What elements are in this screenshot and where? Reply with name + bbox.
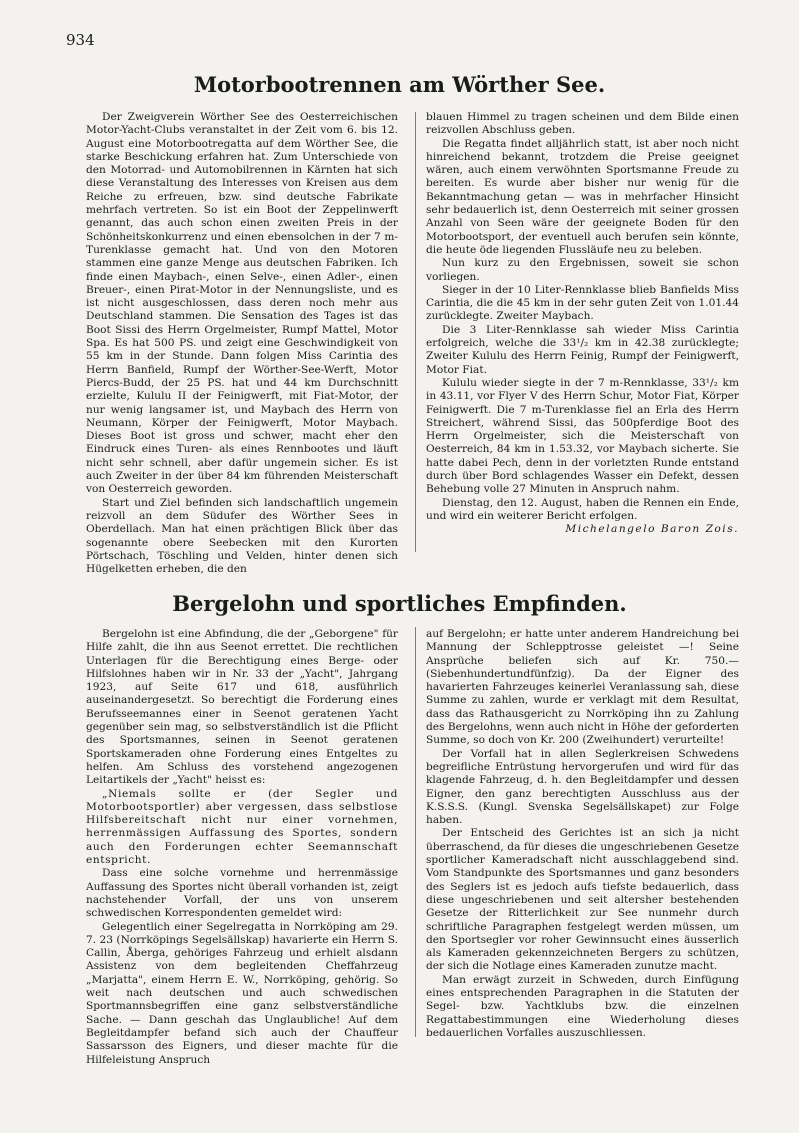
paragraph: Gelegentlich einer Segelregatta in Norrköping am 29. 7. 23 (Norrköpings Segelsällskap) havarierte ein Herrn S. Callin, Åberga, gehöriges Fahrzeug und erhielt alsdann Assistenz von dem begleitenden Cheffahrzeug „Marjatta", einem Herrn E. W., Norrköping, gehörig. So weit nach deutschen und auch schwedischen Sportmannsbegriffen eine ganz selbstverständliche Sache. — Dann geschah das Unglaubliche! Auf dem Begleitdampfer befand sich auch der Chauffeur Sassarsson des Eigners, und dieser machte für die Hilfeleistung Anspruch [86, 920, 398, 1066]
article-title-bergelohn: Bergelohn und sportliches Empfinden. [172, 591, 627, 616]
page-number: 934 [66, 31, 95, 49]
column-divider [415, 627, 416, 1037]
article2-column-right [426, 628, 739, 1040]
paragraph: Bergelohn ist eine Abfindung, die der „Geborgene" für Hilfe zahlt, die ihn aus Seenot errettet. Die rechtlichen Unterlagen für die Berechtigung eines Berge- oder Hilfslohnes haben wir in Nr. 33 der „Yacht", Jahrgang 1923, auf Seite 617 und 618, ausführlich auseinandergesetzt. So berechtigt die Forderung eines Berufsseemannes einer in Seenot geratenen Yacht gegenüber sein mag, so selbstverständlich ist die Pflicht des Sportsmannes, seinen in Seenot geratenen Sportskameraden ohne Forderung eines Entgeltes zu helfen. Am Schluss des vorstehend angezogenen Leitartikels der „Yacht" heisst es: [86, 628, 398, 787]
paragraph: Dienstag, den 12. August, haben die Rennen ein Ende, und wird ein weiterer Bericht erfolgen. [426, 496, 739, 522]
paragraph: Nun kurz zu den Ergebnissen, soweit sie schon vorliegen. [426, 257, 739, 283]
paragraph: Kululu wieder siegte in der 7 m-Rennklasse, 33¹/₂ km in 43.11, vor Flyer V des Herrn Schur, Motor Fiat, Körper Feinigwerft. Die 7 m-Turenklasse fiel an Erla des Herrn Streichert, während Sissi, das 500pferdige Boot des Herrn Orgelmeister, sich die Meisterschaft von Oesterreich, 84 km in 1.53.32, vor Maybach sicherte. Sie hatte dabei Pech, denn in der vorletzten Runde entstand durch über Bord schlagendes Wasser ein Defekt, dessen Behebung volle 27 Minuten in Anspruch nahm. [426, 376, 739, 496]
paragraph: Start und Ziel befinden sich landschaftlich ungemein reizvoll an dem Südufer des Wörther Sees in Oberdellach. Man hat einen prächtigen Blick über das sogenannte obere Seebecken mit den Kurorten Pörtschach, Töschling und Velden, hinter denen sich Hügelketten erheben, die den [86, 496, 398, 576]
paragraph: Dass eine solche vornehme und herrenmässige Auffassung des Sportes nicht überall vorhanden ist, zeigt nachstehender Vorfall, der uns von unserem schwedischen Korrespondenten gemeldet wird: [86, 867, 398, 920]
paragraph: auf Bergelohn; er hatte unter anderem Handreichung bei Mannung der Schlepptrosse geleistet —! Seine Ansprüche beliefen sich auf Kr. 750.— (Siebenhundertundfünfzig). Da der Eigner des havarierten Fahrzeuges keinerlei Veranlassung sah, diese Summe zu zahlen, wurde er verklagt mit dem Resultat, dass das Rathausgericht zu Norrköping ihn zu Zahlung des Bergelohns, wenn auch nicht in Höhe der geforderten Summe, so doch von Kr. 200 (Zweihundert) verurteilte! [426, 628, 739, 747]
paragraph: Der Vorfall hat in allen Seglerkreisen Schwedens begreifliche Entrüstung hervorgerufen und wird für das klagende Fahrzeug, d. h. den Begleitdampfer und dessen Eigner, den ganz berechtigten Ausschluss aus der K.S.S.S. (Kungl. Svenska Segelsällskapet) zur Folge haben. [426, 747, 739, 827]
paragraph: Die 3 Liter-Rennklasse sah wieder Miss Carintia erfolgreich, welche die 33¹/₂ km in 42.38 zurücklegte; Zweiter Kululu des Herrn Feinig, Rumpf der Feinigwerft, Motor Fiat. [426, 323, 739, 376]
paragraph: Sieger in der 10 Liter-Rennklasse blieb Banfields Miss Carintia, die die 45 km in der sehr guten Zeit von 1.01.44 zurücklegte. Zweiter Maybach. [426, 283, 739, 323]
article2-column-left [86, 628, 398, 1067]
article1-column-right [426, 111, 739, 537]
article1-column-left [86, 111, 398, 576]
paragraph: Man erwägt zurzeit in Schweden, durch Einfügung eines entsprechenden Paragraphen in die Statuten der Segel- bzw. Yachtklubs bzw. die einzelnen Regattabestimmungen eine Wiederholung dieses bedauerlichen Vorfalles auszuschliessen. [426, 973, 739, 1039]
article-title-motorbootrennen: Motorbootrennen am Wörther See. [193, 72, 606, 97]
paragraph: blauen Himmel zu tragen scheinen und dem Bilde einen reizvollen Abschluss geben. [426, 111, 739, 137]
paragraph: Der Zweigverein Wörther See des Oesterreichischen Motor-Yacht-Clubs veranstaltet in der Zeit vom 6. bis 12. August eine Motorbootregatta auf dem Wörther See, die starke Beschickung erfahren hat. Zum Unterschiede von den Motorrad- und Automobilrennen in Kärnten hat sich diese Veranstaltung des Interesses von Kreisen aus dem Reiche zu erfreuen, bzw. sind deutsche Fabrikate mehrfach vertreten. So ist ein Boot der Zeppelinwerft genannt, das auch schon einen zweiten Preis in der Schönheitskonkurrenz und einen ebensolchen in der 7 m-Turenklasse gemacht hat. Und von den Motoren stammen eine ganze Menge aus deutschen Fabriken. Ich finde einen Maybach-, einen Selve-, einen Adler-, einen Breuer-, einen Pirat-Motor in der Nennungsliste, und es ist nicht ausgeschlossen, dass deren noch mehr aus Deutschland stammen. Die Sensation des Tages ist das Boot Sissi des Herrn Orgelmeister, Rumpf Mattel, Motor Spa. Es hat 500 PS. und zeigt eine Geschwindigkeit von 55 km in der Stunde. Dann folgen Miss Carintia des Herrn Banfield, Rumpf der Wörther-See-Werft, Motor Piercs-Budd, der 25 PS. hat und 44 km Durchschnitt erzielte, Kululu II der Feinigwerft, mit Fiat-Motor, der nur wenig langsamer ist, und Maybach des Herrn von Neumann, Körper der Feinigwerft, Motor Maybach. Dieses Boot ist gross und schwer, macht eher den Eindruck eines Turen- als eines Rennbootes und läuft nicht sehr schnell, aber dafür ungemein sicher. Es ist auch Zweiter in der über 84 km führenden Meisterschaft von Oesterreich geworden. [86, 111, 398, 496]
column-divider [415, 112, 416, 552]
quote-paragraph: „Niemals sollte er (der Segler und Motorbootsportler) aber vergessen, dass selbstlose Hilfsbereitschaft nicht nur einer vornehmen, herrenmässigen Auffassung des Sportes, sondern auch den Forderungen echter Seemannschaft entspricht. [86, 787, 398, 867]
paragraph: Die Regatta findet alljährlich statt, ist aber noch nicht hinreichend bekannt, trotzdem die Preise geeignet wären, auch einem verwöhnten Sportsmanne Freude zu bereiten. Es wurde aber bisher nur wenig für die Bekanntmachung getan — was in mehrfacher Hinsicht sehr bedauerlich ist, denn Oesterreich mit seiner grossen Anzahl von Seen wäre der geeignete Boden für den Motorbootsport, der eventuell auch berufen sein könnte, die heute öde liegenden Flussläufe neu zu beleben. [426, 137, 739, 256]
paragraph: Der Entscheid des Gerichtes ist an sich ja nicht überraschend, da für dieses die ungeschriebenen Gesetze sportlicher Kameradschaft nicht ausschlaggebend sind. Vom Standpunkte des Sportsmannes und ganz besonders des Seglers ist es jedoch aufs tiefste bedauerlich, dass diese ungeschriebenen und seit altersher bestehenden Gesetze der Ritterlichkeit zur See nunmehr durch schriftliche Paragraphen festgelegt werden müssen, um den Sportsegler vor roher Gewinnsucht eines äusserlich als Kameraden gekennzeichneten Bergers zu schützen, der sich die Notlage eines Kameraden zunutze macht. [426, 827, 739, 973]
author-signature: Michelangelo Baron Zois. [565, 523, 739, 536]
